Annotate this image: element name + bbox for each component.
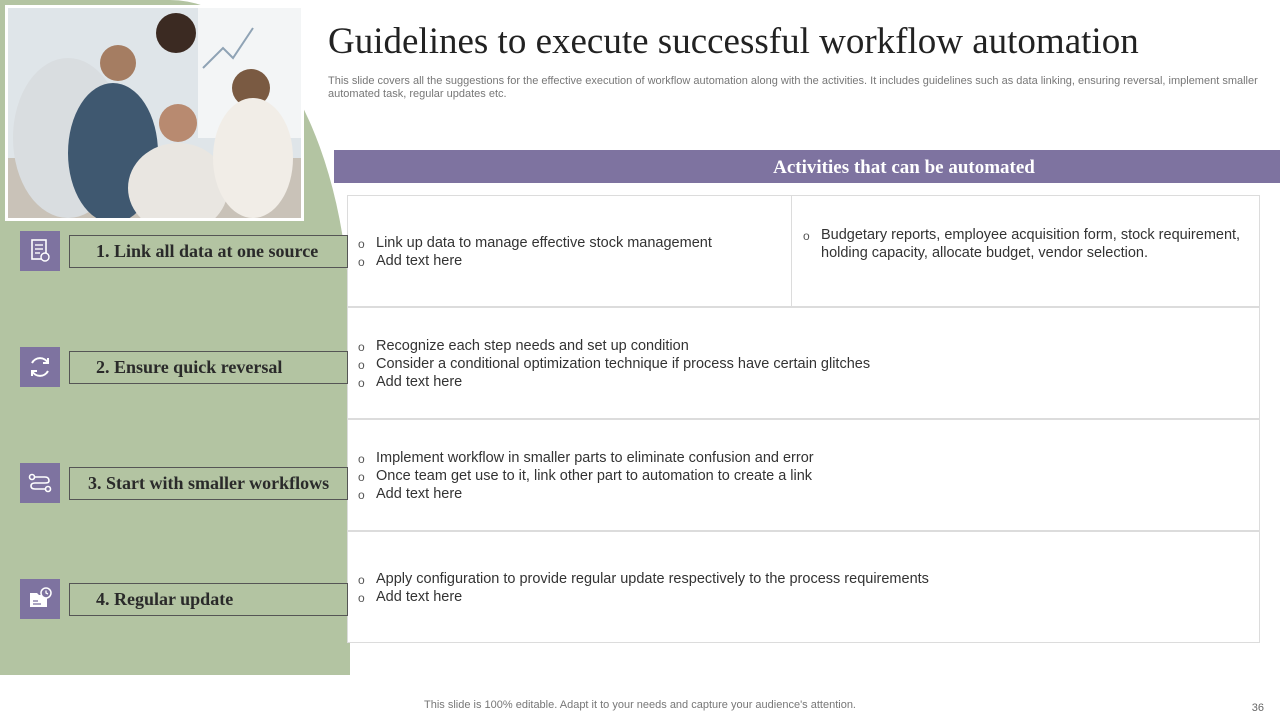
- update-folder-icon: [20, 579, 60, 619]
- bullet-list: [356, 234, 712, 270]
- footer-note: This slide is 100% editable. Adapt it to your needs and capture your audience's attention.: [424, 699, 856, 711]
- workflow-icon-glyph: [27, 470, 53, 496]
- refresh-icon: [20, 347, 60, 387]
- page-number: 36: [1251, 702, 1264, 714]
- list-item: o Consider a conditional optimization technique if process have certain glitches: [356, 355, 870, 373]
- guideline-row-2: [347, 307, 1260, 419]
- list-item: o Budgetary reports, employee acquisition form, stock requirement, holding capacity, allocate budget, vendor selection.: [801, 226, 1251, 262]
- list-item: o Add text here: [356, 252, 712, 270]
- bullet-list: [356, 337, 870, 391]
- refresh-icon-glyph: [27, 354, 53, 380]
- guideline-label-4: 4. Regular update: [69, 583, 348, 616]
- activities-header: [334, 150, 1280, 183]
- list-item: o Apply configuration to provide regular update respectively to the process requirements: [356, 570, 929, 588]
- activities-list: [801, 226, 1251, 262]
- guideline-row-3: [347, 419, 1260, 531]
- guideline-label-1: 1. Link all data at one source: [69, 235, 348, 268]
- list-item: o Add text here: [356, 588, 929, 606]
- bullet-list: [356, 570, 929, 606]
- list-item: o Once team get use to it, link other part to automation to create a link: [356, 467, 814, 485]
- list-item: o Link up data to manage effective stock management: [356, 234, 712, 252]
- guideline-row-1: [347, 195, 1260, 307]
- document-icon-glyph: [29, 239, 51, 263]
- team-photo-illustration: [8, 8, 301, 218]
- list-item: o Add text here: [356, 485, 814, 503]
- guideline-label-3: 3. Start with smaller workflows: [69, 467, 348, 500]
- guideline-row-4: [347, 531, 1260, 643]
- slide-title: Guidelines to execute successful workflow automation: [328, 21, 1139, 62]
- slide-subtitle: This slide covers all the suggestions for the effective execution of workflow automation along with the activities. It includes guidelines such as data linking, ensuring reversal, implement smaller automated task, regular updates etc.: [328, 75, 1258, 100]
- guideline-label-2: 2. Ensure quick reversal: [69, 351, 348, 384]
- column-divider: [791, 196, 792, 306]
- team-photo: [5, 5, 304, 221]
- workflow-icon: [20, 463, 60, 503]
- list-item: o Add text here: [356, 373, 870, 391]
- activities-header-label: Activities that can be automated: [773, 157, 1035, 178]
- list-item: o Recognize each step needs and set up condition: [356, 337, 870, 355]
- update-folder-icon-glyph: [27, 586, 53, 612]
- bullet-list: [356, 449, 814, 503]
- document-icon: [20, 231, 60, 271]
- list-item: o Implement workflow in smaller parts to eliminate confusion and error: [356, 449, 814, 467]
